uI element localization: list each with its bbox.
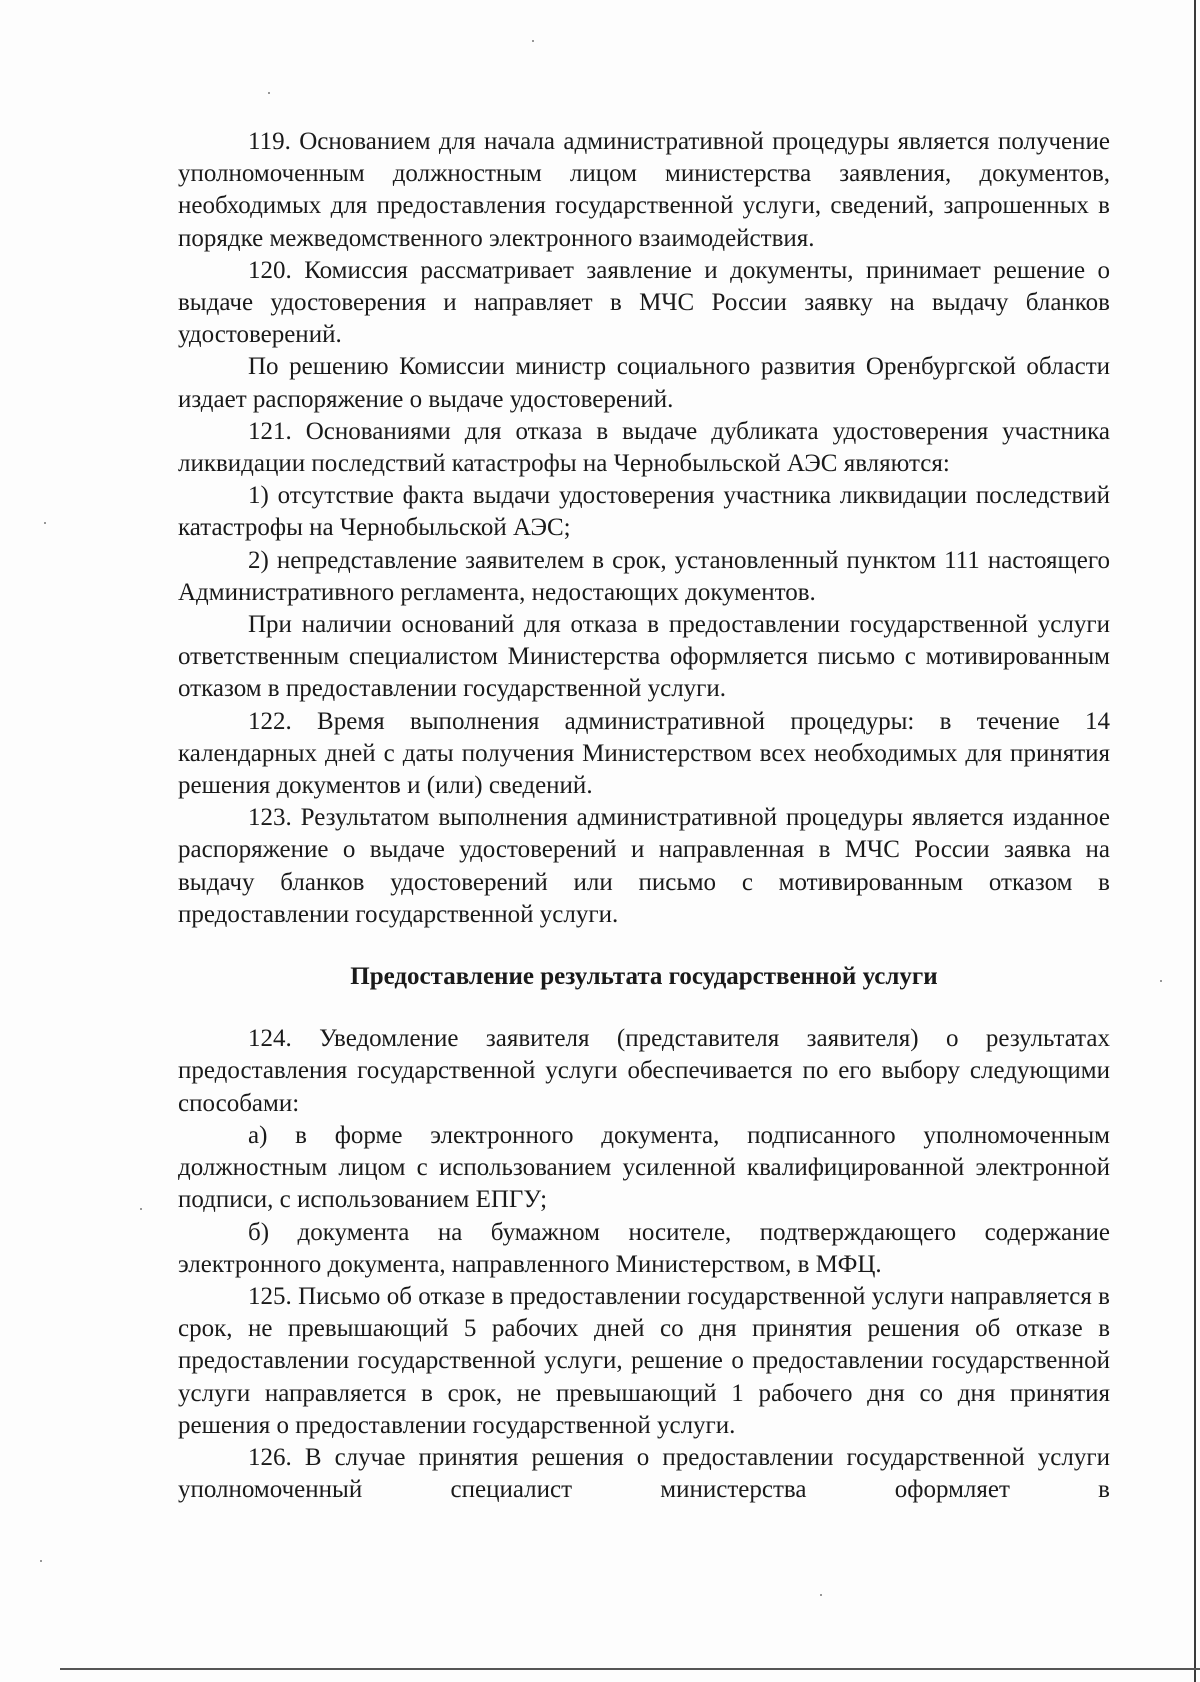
- paragraph-124-item-a: а) в форме электронного документа, подписанного уполномоченным должностным лицом с использованием усиленной квалифицированной электронной подписи, с использованием ЕПГУ;: [178, 1121, 1110, 1214]
- scan-speck: [44, 522, 46, 524]
- paragraph-124: 124. Уведомление заявителя (представителя заявителя) о результатах предоставления государственной услуги обеспечивается по его выбору следующими способами:: [178, 1025, 1110, 1117]
- scan-speck: [40, 1560, 42, 1562]
- paragraph-119: 119. Основанием для начала административной процедуры является получение уполномоченным должностным лицом министерства заявления, документов, необходимых для предоставления государственной услуги, сведений, запрошенных в порядке межведомственного электронного взаимодействия.: [178, 128, 1110, 252]
- paragraph-123: 123. Результатом выполнения административной процедуры является изданное распоряжение о выдаче удостоверений и направленная в МЧС России заявка на выдачу бланков удостоверений или письмо с мотивированным отказом в предоставлении государственной услуги.: [178, 804, 1110, 928]
- paragraph-122: 122. Время выполнения административной процедуры: в течение 14 календарных дней с даты получения Министерством всех необходимых для принятия решения документов и (или) сведений.: [178, 707, 1110, 800]
- scan-speck: [820, 1594, 822, 1596]
- scan-speck: [268, 92, 270, 94]
- paragraph-commission-decision: По решению Комиссии министр социального развития Оренбургской области издает распоряжение о выдаче удостоверений.: [178, 353, 1110, 413]
- document-body: [178, 126, 1110, 1506]
- scan-speck: [140, 1208, 142, 1210]
- paragraph-125: 125. Письмо об отказе в предоставлении государственной услуги направляется в срок, не превышающий 5 рабочих дней со дня принятия решения об отказе в предоставлении государственной услуги, решение о предоставлении государственной услуги направляется в срок, не превышающий 1 рабочего дня со дня принятия решения о предоставлении государственной услуги.: [178, 1282, 1110, 1439]
- paragraph-124-item-b: б) документа на бумажном носителе, подтверждающего содержание электронного документа, направленного Министерством, в МФЦ.: [178, 1218, 1110, 1278]
- paragraph-121-item-2: 2) непредставление заявителем в срок, установленный пунктом 111 настоящего Административного регламента, недостающих документов.: [178, 546, 1110, 606]
- scan-edge-right: [1194, 0, 1196, 1682]
- paragraph-refusal-letter: При наличии оснований для отказа в предоставлении государственной услуги ответственным специалистом Министерства оформляется письмо с мотивированным отказом в предоставлении государственной услуги.: [178, 611, 1110, 703]
- scan-speck: [532, 40, 534, 42]
- paragraph-120: 120. Комиссия рассматривает заявление и документы, принимает решение о выдаче удостоверения и направляет в МЧС России заявку на выдачу бланков удостоверений.: [178, 256, 1110, 349]
- paragraph-121: 121. Основаниями для отказа в выдаче дубликата удостоверения участника ликвидации последствий катастрофы на Чернобыльской АЭС являются:: [178, 417, 1110, 478]
- section-heading: Предоставление результата государственной услуги: [350, 963, 938, 991]
- scan-edge-bottom: [60, 1668, 1200, 1670]
- paragraph-126: 126. В случае принятия решения о предоставлении государственной услуги уполномоченный специалист министерства оформляет в: [178, 1443, 1110, 1504]
- scan-speck: [1160, 980, 1162, 982]
- paragraph-121-item-1: 1) отсутствие факта выдачи удостоверения участника ликвидации последствий катастрофы на Чернобыльской АЭС;: [178, 482, 1110, 542]
